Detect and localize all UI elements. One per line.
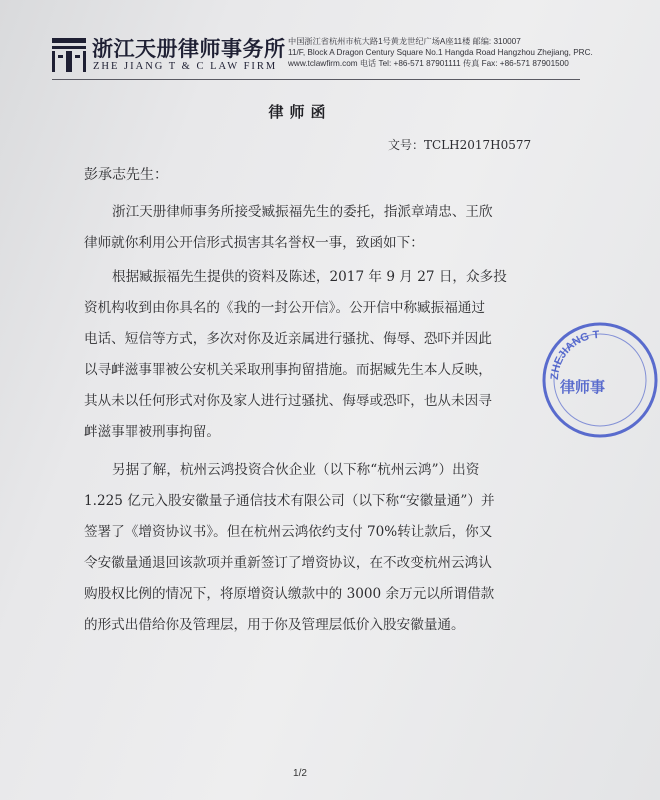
- seal-arc-text: ZHEJIANG T: [548, 328, 600, 381]
- letter-title: 律师函: [268, 103, 332, 121]
- text-line: 以寻衅滋事罪被公安机关采取刑事拘留措施。而据臧先生本人反映，: [84, 362, 492, 378]
- text-line: 购股权比例的情况下，将原增资认缴款中的 3000 余万元以所谓借款: [84, 586, 495, 602]
- text-line: 电话、短信等方式，多次对你及近亲属进行骚扰、侮辱、恐吓并因此: [84, 331, 492, 347]
- text-line: 其从未以任何形式对你及家人进行过骚扰、侮辱或恐吓，也从未因寻: [84, 393, 492, 409]
- text-line: 令安徽量通退回该款项并重新签订了增资协议，在不改变杭州云鸿认: [84, 555, 492, 571]
- paragraph-3: [84, 455, 554, 641]
- text-line: 根据臧振福先生提供的资料及陈述，2017 年 9 月 27 日，众多投: [112, 269, 507, 285]
- salutation: 彭承志先生：: [84, 167, 168, 183]
- text-line: 另据了解，杭州云鸿投资合伙企业（以下称“杭州云鸿”）出资: [112, 462, 480, 478]
- text-line: 签署了《增资协议书》。但在杭州云鸿依约支付 70%转让款后，你又: [84, 524, 493, 540]
- page-indicator: 1/2: [293, 768, 307, 779]
- svg-text:ZHEJIANG T: [549, 329, 600, 380]
- text-line: 浙江天册律师事务所接受臧振福先生的委托，指派章靖忠、王欣: [112, 204, 493, 220]
- text-line: 律师就你利用公开信形式损害其名誉权一事，致函如下：: [84, 235, 424, 251]
- seal-center-text: 律师事: [560, 378, 606, 396]
- seal-stamp-icon: [540, 320, 660, 440]
- firm-name-en: ZHE JIANG T & C LAW FIRM: [93, 61, 278, 72]
- document-number: 文号：TCLH2017H0577: [388, 138, 532, 152]
- paragraph-1: [84, 197, 554, 259]
- address-line: 中国浙江省杭州市杭大路1号黄龙世纪广场A座11楼 邮编: 310007: [288, 37, 521, 46]
- firm-logo-icon: [52, 38, 86, 72]
- text-line: 衅滋事罪被刑事拘留。: [84, 424, 220, 440]
- paragraph-2: [84, 262, 554, 448]
- text-line: 的形式出借给你及管理层，用于你及管理层低价入股安徽量通。: [84, 617, 465, 633]
- text-line: 资机构收到由你具名的《我的一封公开信》。公开信中称臧振福通过: [84, 300, 486, 316]
- address-line: 11/F, Block A Dragon Century Square No.1 Hangda Road Hangzhou Zhejiang, PRC.: [288, 48, 593, 57]
- address-line: www.tclawfirm.com 电话 Tel: +86-571 87901111 传真 Fax: +86-571 87901500: [288, 59, 569, 68]
- firm-address: [288, 36, 593, 69]
- header-divider: [52, 79, 580, 80]
- text-line: 1.225 亿元入股安徽量子通信技术有限公司（以下称“安徽量通”）并: [84, 493, 495, 509]
- firm-name-cn: 浙江天册律师事务所: [92, 36, 286, 61]
